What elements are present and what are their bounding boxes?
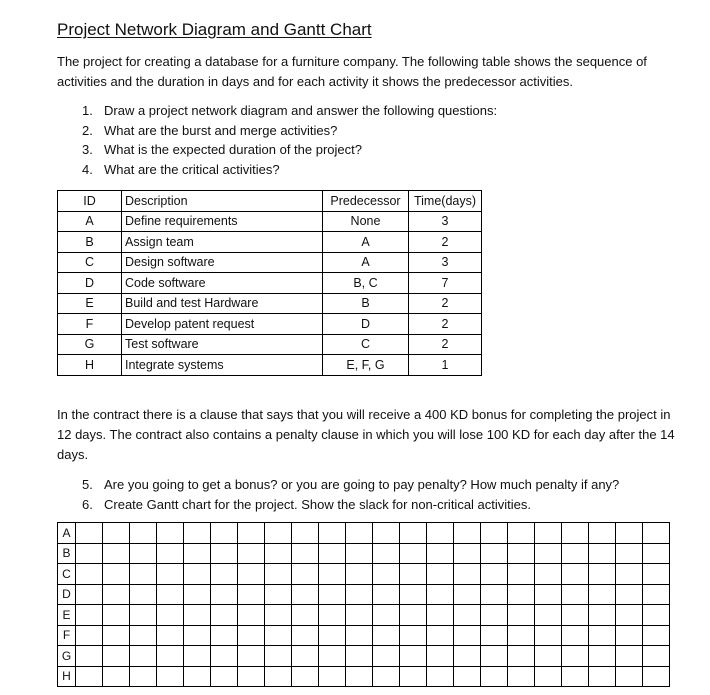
gantt-cell[interactable] xyxy=(130,605,157,626)
gantt-cell[interactable] xyxy=(616,584,643,605)
gantt-cell[interactable] xyxy=(562,543,589,564)
gantt-row-label: A xyxy=(58,523,76,544)
gantt-row-label: F xyxy=(58,625,76,646)
gantt-cell[interactable] xyxy=(373,584,400,605)
cell-time: 3 xyxy=(409,211,482,232)
gantt-cell[interactable] xyxy=(157,543,184,564)
gantt-cell[interactable] xyxy=(292,605,319,626)
gantt-cell[interactable] xyxy=(481,625,508,646)
gantt-cell[interactable] xyxy=(238,666,265,687)
gantt-cell[interactable] xyxy=(76,523,103,544)
table-row xyxy=(58,211,482,232)
gantt-cell[interactable] xyxy=(400,605,427,626)
gantt-cell[interactable] xyxy=(616,646,643,667)
gantt-cell[interactable] xyxy=(292,584,319,605)
gantt-cell[interactable] xyxy=(454,543,481,564)
gantt-cell[interactable] xyxy=(319,584,346,605)
gantt-cell[interactable] xyxy=(103,646,130,667)
gantt-cell[interactable] xyxy=(103,564,130,585)
gantt-cell[interactable] xyxy=(643,543,670,564)
contract-paragraph: In the contract there is a clause that says that you will receive a 400 KD bonus for completing the project in 12 days. The contract also contains a penalty clause in which you will lose 100 KD for each day after the 14 days. xyxy=(57,407,675,462)
gantt-cell[interactable] xyxy=(292,523,319,544)
gantt-cell[interactable] xyxy=(103,605,130,626)
gantt-cell[interactable] xyxy=(589,564,616,585)
gantt-cell[interactable] xyxy=(454,605,481,626)
gantt-cell[interactable] xyxy=(508,625,535,646)
gantt-cell[interactable] xyxy=(643,646,670,667)
gantt-cell[interactable] xyxy=(184,584,211,605)
gantt-cell[interactable] xyxy=(346,584,373,605)
gantt-body xyxy=(58,523,670,687)
gantt-row-label: E xyxy=(58,605,76,626)
gantt-row-label: H xyxy=(58,666,76,687)
gantt-cell[interactable] xyxy=(454,584,481,605)
gantt-row xyxy=(58,523,670,544)
gantt-cell[interactable] xyxy=(157,523,184,544)
gantt-cell[interactable] xyxy=(211,564,238,585)
cell-time: 2 xyxy=(409,293,482,314)
gantt-cell[interactable] xyxy=(319,564,346,585)
gantt-cell[interactable] xyxy=(535,666,562,687)
gantt-cell[interactable] xyxy=(454,523,481,544)
header-time: Time(days) xyxy=(409,191,482,212)
gantt-cell[interactable] xyxy=(427,625,454,646)
gantt-cell[interactable] xyxy=(76,543,103,564)
cell-id: H xyxy=(58,355,122,376)
table-row xyxy=(58,293,482,314)
item-number: 2. xyxy=(82,122,93,138)
gantt-cell[interactable] xyxy=(508,646,535,667)
gantt-cell[interactable] xyxy=(373,666,400,687)
list-item xyxy=(82,101,497,121)
gantt-cell[interactable] xyxy=(184,523,211,544)
gantt-cell[interactable] xyxy=(508,523,535,544)
gantt-cell[interactable] xyxy=(238,523,265,544)
gantt-cell[interactable] xyxy=(319,646,346,667)
gantt-cell[interactable] xyxy=(562,564,589,585)
gantt-cell[interactable] xyxy=(319,666,346,687)
gantt-cell[interactable] xyxy=(454,625,481,646)
intro-paragraph: The project for creating a database for a furniture company. The following table shows the sequence of activities and the duration in days and for each activity it shows the predecessor activities. xyxy=(57,54,647,89)
gantt-cell[interactable] xyxy=(346,543,373,564)
gantt-cell[interactable] xyxy=(508,666,535,687)
gantt-cell[interactable] xyxy=(643,523,670,544)
gantt-cell[interactable] xyxy=(76,584,103,605)
gantt-cell[interactable] xyxy=(319,625,346,646)
gantt-cell[interactable] xyxy=(346,666,373,687)
gantt-cell[interactable] xyxy=(265,584,292,605)
cell-time: 1 xyxy=(409,355,482,376)
gantt-cell[interactable] xyxy=(157,625,184,646)
gantt-row xyxy=(58,584,670,605)
gantt-cell[interactable] xyxy=(211,646,238,667)
item-text: What are the burst and merge activities? xyxy=(104,122,338,138)
gantt-cell[interactable] xyxy=(265,625,292,646)
gantt-cell[interactable] xyxy=(157,646,184,667)
gantt-cell[interactable] xyxy=(76,605,103,626)
questions-list xyxy=(82,101,497,179)
list-item xyxy=(82,140,497,160)
table-body xyxy=(58,211,482,375)
gantt-cell[interactable] xyxy=(454,564,481,585)
gantt-cell[interactable] xyxy=(427,605,454,626)
gantt-cell[interactable] xyxy=(535,605,562,626)
gantt-cell[interactable] xyxy=(400,523,427,544)
gantt-row-label: B xyxy=(58,543,76,564)
gantt-cell[interactable] xyxy=(643,666,670,687)
gantt-cell[interactable] xyxy=(211,625,238,646)
cell-id: C xyxy=(58,252,122,273)
gantt-cell[interactable] xyxy=(481,564,508,585)
cell-predecessor: A xyxy=(323,232,409,253)
gantt-row xyxy=(58,564,670,585)
gantt-row-label: C xyxy=(58,564,76,585)
item-number: 3. xyxy=(82,142,93,157)
table-row xyxy=(58,232,482,253)
cell-description: Code software xyxy=(122,273,323,294)
gantt-cell[interactable] xyxy=(562,646,589,667)
gantt-cell[interactable] xyxy=(184,646,211,667)
cell-time: 2 xyxy=(409,334,482,355)
gantt-cell[interactable] xyxy=(184,564,211,585)
item-number: 6. xyxy=(82,496,93,512)
gantt-cell[interactable] xyxy=(184,625,211,646)
gantt-cell[interactable] xyxy=(481,666,508,687)
gantt-cell[interactable] xyxy=(562,625,589,646)
gantt-cell[interactable] xyxy=(76,625,103,646)
gantt-cell[interactable] xyxy=(211,666,238,687)
gantt-cell[interactable] xyxy=(508,605,535,626)
cell-description: Build and test Hardware xyxy=(122,293,323,314)
gantt-cell[interactable] xyxy=(292,646,319,667)
gantt-cell[interactable] xyxy=(184,543,211,564)
table-row xyxy=(58,252,482,273)
gantt-row xyxy=(58,646,670,667)
gantt-cell[interactable] xyxy=(643,564,670,585)
gantt-cell[interactable] xyxy=(130,564,157,585)
item-text: Draw a project network diagram and answer the following questions: xyxy=(104,103,498,118)
gantt-cell[interactable] xyxy=(130,625,157,646)
cell-description: Test software xyxy=(122,334,323,355)
list-item xyxy=(82,495,619,515)
gantt-cell[interactable] xyxy=(265,564,292,585)
gantt-cell[interactable] xyxy=(238,543,265,564)
gantt-cell[interactable] xyxy=(400,543,427,564)
gantt-cell[interactable] xyxy=(157,584,184,605)
gantt-cell[interactable] xyxy=(616,543,643,564)
header-description: Description xyxy=(122,191,323,212)
gantt-cell[interactable] xyxy=(616,605,643,626)
cell-description: Design software xyxy=(122,252,323,273)
gantt-cell[interactable] xyxy=(319,605,346,626)
gantt-cell[interactable] xyxy=(535,564,562,585)
gantt-cell[interactable] xyxy=(238,564,265,585)
gantt-cell[interactable] xyxy=(616,625,643,646)
header-id: ID xyxy=(58,191,122,212)
cell-predecessor: B, C xyxy=(323,273,409,294)
gantt-cell[interactable] xyxy=(427,646,454,667)
gantt-cell[interactable] xyxy=(265,666,292,687)
gantt-row xyxy=(58,543,670,564)
cell-time: 2 xyxy=(409,232,482,253)
gantt-cell[interactable] xyxy=(373,625,400,646)
gantt-cell[interactable] xyxy=(454,666,481,687)
gantt-cell[interactable] xyxy=(589,584,616,605)
list-item xyxy=(82,475,619,495)
cell-time: 3 xyxy=(409,252,482,273)
gantt-cell[interactable] xyxy=(535,625,562,646)
gantt-cell[interactable] xyxy=(589,605,616,626)
cell-predecessor: None xyxy=(323,211,409,232)
cell-id: A xyxy=(58,211,122,232)
gantt-row xyxy=(58,625,670,646)
gantt-cell[interactable] xyxy=(238,605,265,626)
gantt-cell[interactable] xyxy=(130,666,157,687)
gantt-cell[interactable] xyxy=(481,584,508,605)
gantt-cell[interactable] xyxy=(238,646,265,667)
cell-description: Assign team xyxy=(122,232,323,253)
gantt-cell[interactable] xyxy=(319,543,346,564)
cell-id: F xyxy=(58,314,122,335)
gantt-cell[interactable] xyxy=(103,543,130,564)
header-predecessor: Predecessor xyxy=(323,191,409,212)
gantt-cell[interactable] xyxy=(535,584,562,605)
gantt-row xyxy=(58,666,670,687)
cell-predecessor: B xyxy=(323,293,409,314)
gantt-cell[interactable] xyxy=(508,564,535,585)
gantt-cell[interactable] xyxy=(373,564,400,585)
gantt-cell[interactable] xyxy=(211,605,238,626)
table-row xyxy=(58,314,482,335)
gantt-cell[interactable] xyxy=(184,605,211,626)
gantt-cell[interactable] xyxy=(373,523,400,544)
gantt-cell[interactable] xyxy=(130,543,157,564)
cell-description: Develop patent request xyxy=(122,314,323,335)
cell-time: 2 xyxy=(409,314,482,335)
gantt-cell[interactable] xyxy=(427,584,454,605)
gantt-cell[interactable] xyxy=(346,523,373,544)
item-number: 5. xyxy=(82,477,93,492)
gantt-cell[interactable] xyxy=(589,543,616,564)
gantt-cell[interactable] xyxy=(292,625,319,646)
cell-predecessor: A xyxy=(323,252,409,273)
cell-predecessor: E, F, G xyxy=(323,355,409,376)
cell-time: 7 xyxy=(409,273,482,294)
item-number: 1. xyxy=(82,103,93,118)
gantt-cell[interactable] xyxy=(427,523,454,544)
gantt-cell[interactable] xyxy=(265,523,292,544)
gantt-cell[interactable] xyxy=(238,625,265,646)
gantt-cell[interactable] xyxy=(535,523,562,544)
gantt-cell[interactable] xyxy=(373,605,400,626)
gantt-cell[interactable] xyxy=(562,523,589,544)
gantt-cell[interactable] xyxy=(400,666,427,687)
cell-id: G xyxy=(58,334,122,355)
gantt-cell[interactable] xyxy=(400,584,427,605)
list-item xyxy=(82,160,497,180)
gantt-cell[interactable] xyxy=(76,564,103,585)
item-number: 4. xyxy=(82,161,93,177)
gantt-row-label: D xyxy=(58,584,76,605)
activity-table xyxy=(57,190,482,376)
gantt-cell[interactable] xyxy=(211,584,238,605)
gantt-cell[interactable] xyxy=(76,666,103,687)
gantt-cell[interactable] xyxy=(616,523,643,544)
gantt-cell[interactable] xyxy=(292,666,319,687)
gantt-cell[interactable] xyxy=(130,523,157,544)
gantt-cell[interactable] xyxy=(373,543,400,564)
gantt-cell[interactable] xyxy=(319,523,346,544)
gantt-cell[interactable] xyxy=(238,584,265,605)
gantt-cell[interactable] xyxy=(157,666,184,687)
gantt-cell[interactable] xyxy=(481,523,508,544)
gantt-cell[interactable] xyxy=(265,543,292,564)
gantt-cell[interactable] xyxy=(292,564,319,585)
cell-predecessor: C xyxy=(323,334,409,355)
cell-id: B xyxy=(58,232,122,253)
table-row xyxy=(58,355,482,376)
gantt-cell[interactable] xyxy=(481,646,508,667)
gantt-cell[interactable] xyxy=(427,564,454,585)
gantt-cell[interactable] xyxy=(427,666,454,687)
cell-description: Integrate systems xyxy=(122,355,323,376)
gantt-row xyxy=(58,605,670,626)
gantt-cell[interactable] xyxy=(643,605,670,626)
table-header-row xyxy=(58,191,482,212)
page-title: Project Network Diagram and Gantt Chart xyxy=(57,20,372,39)
gantt-cell[interactable] xyxy=(103,523,130,544)
gantt-cell[interactable] xyxy=(184,666,211,687)
item-text: What is the expected duration of the project? xyxy=(104,142,362,157)
gantt-cell[interactable] xyxy=(400,564,427,585)
gantt-cell[interactable] xyxy=(346,605,373,626)
gantt-cell[interactable] xyxy=(616,666,643,687)
item-text: Are you going to get a bonus? or you are going to pay penalty? How much penalty if any? xyxy=(104,477,620,492)
gantt-cell[interactable] xyxy=(130,646,157,667)
gantt-cell[interactable] xyxy=(400,625,427,646)
table-row xyxy=(58,273,482,294)
gantt-cell[interactable] xyxy=(643,584,670,605)
gantt-cell[interactable] xyxy=(211,543,238,564)
gantt-cell[interactable] xyxy=(103,625,130,646)
gantt-cell[interactable] xyxy=(265,646,292,667)
cell-id: E xyxy=(58,293,122,314)
gantt-cell[interactable] xyxy=(481,605,508,626)
gantt-cell[interactable] xyxy=(346,646,373,667)
gantt-cell[interactable] xyxy=(589,523,616,544)
gantt-cell[interactable] xyxy=(454,646,481,667)
item-text: Create Gantt chart for the project. Show the slack for non-critical activities. xyxy=(104,496,532,512)
gantt-cell[interactable] xyxy=(643,625,670,646)
gantt-cell[interactable] xyxy=(400,646,427,667)
gantt-cell[interactable] xyxy=(157,564,184,585)
gantt-cell[interactable] xyxy=(103,584,130,605)
gantt-cell[interactable] xyxy=(427,543,454,564)
gantt-cell[interactable] xyxy=(103,666,130,687)
gantt-cell[interactable] xyxy=(535,543,562,564)
cell-description: Define requirements xyxy=(122,211,323,232)
list-item xyxy=(82,121,497,141)
gantt-cell[interactable] xyxy=(76,646,103,667)
gantt-cell[interactable] xyxy=(373,646,400,667)
gantt-cell[interactable] xyxy=(562,584,589,605)
gantt-cell[interactable] xyxy=(130,584,157,605)
gantt-cell[interactable] xyxy=(562,666,589,687)
gantt-cell[interactable] xyxy=(589,666,616,687)
gantt-cell[interactable] xyxy=(481,543,508,564)
gantt-cell[interactable] xyxy=(589,646,616,667)
table-row xyxy=(58,334,482,355)
gantt-cell[interactable] xyxy=(346,625,373,646)
gantt-row-label: G xyxy=(58,646,76,667)
gantt-cell[interactable] xyxy=(265,605,292,626)
gantt-cell[interactable] xyxy=(292,543,319,564)
gantt-cell[interactable] xyxy=(346,564,373,585)
questions-list-2 xyxy=(82,475,619,514)
gantt-cell[interactable] xyxy=(157,605,184,626)
gantt-cell[interactable] xyxy=(508,543,535,564)
cell-id: D xyxy=(58,273,122,294)
cell-predecessor: D xyxy=(323,314,409,335)
gantt-cell[interactable] xyxy=(616,564,643,585)
item-text: What are the critical activities? xyxy=(104,161,280,177)
gantt-cell[interactable] xyxy=(211,523,238,544)
gantt-cell[interactable] xyxy=(589,625,616,646)
gantt-grid xyxy=(57,522,670,687)
gantt-cell[interactable] xyxy=(562,605,589,626)
gantt-cell[interactable] xyxy=(508,584,535,605)
gantt-cell[interactable] xyxy=(535,646,562,667)
